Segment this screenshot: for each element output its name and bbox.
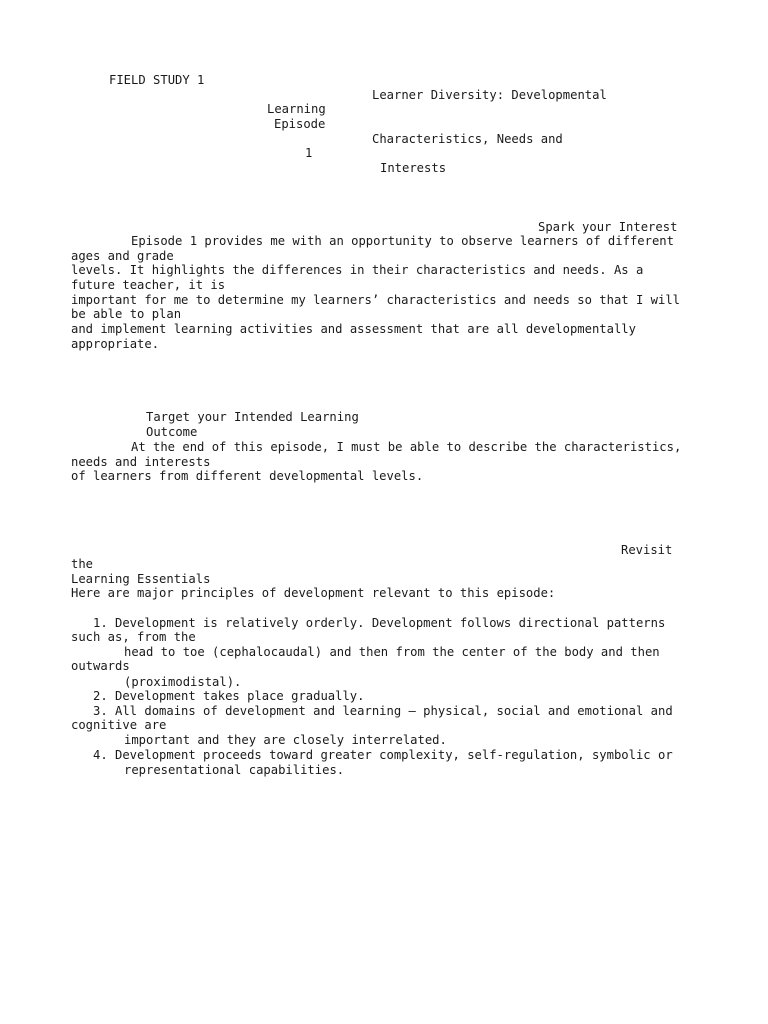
principle-item: 1. Development is relatively orderly. Development follows directional patterns <box>93 616 666 630</box>
spark-line: and implement learning activities and assessment that are all developmentally <box>71 322 636 336</box>
revisit-heading-line-3: Learning Essentials <box>71 572 211 586</box>
spark-line: important for me to determine my learners’ characteristics and needs so that I will <box>71 293 681 307</box>
spark-line: ages and grade <box>71 249 174 263</box>
episode-label-learning: Learning <box>267 102 326 116</box>
spark-line: future teacher, it is <box>71 278 226 292</box>
target-line: At the end of this episode, I must be able to describe the characteristics, <box>131 440 682 454</box>
target-heading-line-1: Target your Intended Learning <box>146 410 359 424</box>
principle-item: cognitive are <box>71 718 167 732</box>
revisit-heading-line-1: Revisit <box>621 543 673 557</box>
episode-title-line-2: Characteristics, Needs and <box>372 132 563 146</box>
principle-item: such as, from the <box>71 630 196 644</box>
principle-item: 4. Development proceeds toward greater complexity, self-regulation, symbolic or <box>93 748 673 762</box>
spark-line: Episode 1 provides me with an opportunity to observe learners of different <box>131 234 674 248</box>
spark-line: levels. It highlights the differences in their characteristics and needs. As a <box>71 263 644 277</box>
principle-item: 3. All domains of development and learning — physical, social and emotional and <box>93 704 673 718</box>
principle-item: important and they are closely interrelated. <box>124 733 447 747</box>
principle-item: 2. Development takes place gradually. <box>93 689 365 703</box>
target-line: needs and interests <box>71 455 211 469</box>
spark-heading: Spark your Interest <box>538 220 678 234</box>
episode-label-episode: Episode <box>274 117 326 131</box>
episode-number: 1 <box>305 146 313 160</box>
target-line: of learners from different developmental levels. <box>71 469 424 483</box>
principle-item: head to toe (cephalocaudal) and then from the center of the body and then <box>124 645 660 659</box>
spark-line: be able to plan <box>71 307 182 321</box>
principle-item: representational capabilities. <box>124 763 345 777</box>
target-heading-line-2: Outcome <box>146 425 198 439</box>
episode-title-line-1: Learner Diversity: Developmental <box>372 88 607 102</box>
spark-line: appropriate. <box>71 337 160 351</box>
revisit-intro: Here are major principles of development relevant to this episode: <box>71 586 556 600</box>
principle-item: (proximodistal). <box>124 675 242 689</box>
course-title: FIELD STUDY 1 <box>109 73 205 87</box>
revisit-heading-line-2: the <box>71 557 94 571</box>
principle-item: outwards <box>71 659 130 673</box>
episode-title-line-3: Interests <box>380 161 447 175</box>
